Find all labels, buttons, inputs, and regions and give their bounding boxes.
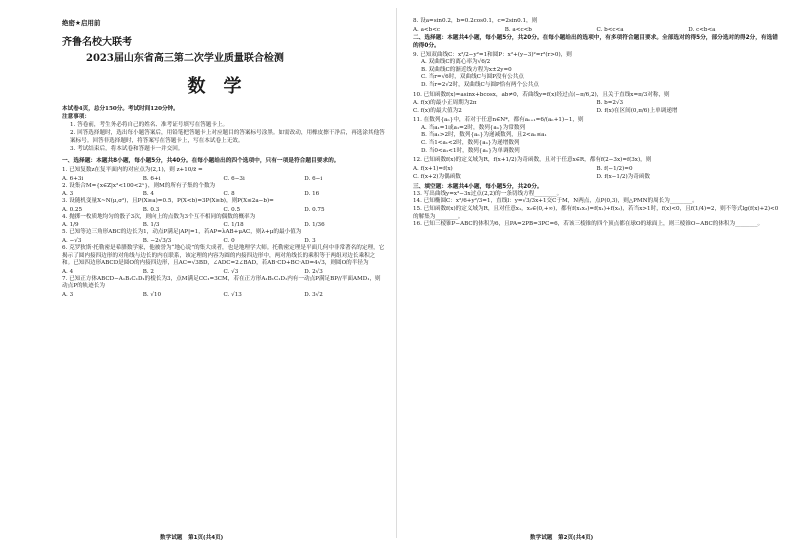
- notice-item: 3. 考试结束后，将本试卷和答题卡一并交回。: [70, 146, 184, 152]
- option: C. 0.5: [223, 206, 241, 213]
- subject-title: 数学: [187, 76, 260, 97]
- question: 7. 已知正方体ABCD−A₁B₁C₁D₁的棱长为3，点M满足CC₁=3CM，若在正方形A₁B₁C₁D₁内有一动点P满足BP//平面AMD₁，则动点P的轨迹长为: [62, 275, 381, 290]
- option: C. 8: [223, 191, 235, 198]
- option: C. 6−3i: [223, 175, 245, 182]
- option: C. √3: [223, 268, 239, 275]
- option: B. 2: [142, 268, 154, 275]
- options-row: [62, 190, 385, 198]
- question: 3. 设随机变量X~N(μ,σ²)，且P(X≥a)=0.5，P(X<b)=3P(X≥b)，则P(X≤2a−b)=: [62, 198, 274, 205]
- option: A. a<b<c: [413, 26, 441, 33]
- option: B. f(−1/2)=0: [596, 165, 633, 172]
- question: 9. 已知双曲线C：x²/2−y²=1和圆P：x²+(y−3)²=r²(r>0)，则: [413, 51, 572, 58]
- page-footer: 数学试题 第2页(共4页): [530, 535, 594, 541]
- exam-title: 2023届山东省高三第二次学业质量联合检测: [86, 53, 284, 64]
- option: A. 3: [62, 291, 74, 298]
- question: 4. 抛掷一枚质地均匀的骰子3次，则向上的点数为3个互不相同的偶数的概率为: [62, 213, 256, 220]
- notice-title: 注意事项：: [62, 114, 90, 120]
- option: C. f(x+2)为偶函数: [413, 173, 461, 180]
- page-footer: 数学试题 第1页(共4页): [160, 535, 224, 541]
- notice-item: 2. 回答选择题时，选出每小题答案后，用铅笔把答题卡上对应题目的答案标号涂黑。如需改动，用橡皮擦干净后，再选涂其他答案标号。回答非选择题时，将答案写在答题卡上，写在本试卷上无效。: [70, 130, 385, 144]
- option: D. 1/36: [304, 222, 325, 229]
- notice-item: 1. 答卷前，考生务必将自己的姓名、准考证号填写在答题卡上。: [70, 122, 229, 128]
- section-heading: 二、选择题：本题共4小题，每小题5分，共20分。在每小题给出的选项中，有多项符合题目要求。全部选对的得5分，部分选对的得2分，有选错的得0分。: [413, 34, 778, 49]
- question: 10. 已知函数f(x)=asinx+bcosx，ab≠0，若曲线y=f(x)经过点(−π/6,2)，且关于直线x=π/3对称，则: [413, 91, 670, 98]
- option: C. 当1<a₁<2时，数列{aₙ}为递增数列: [421, 139, 520, 146]
- option: A. 4: [62, 268, 74, 275]
- options-row: [62, 237, 385, 245]
- section-heading: 三、填空题：本题共4小题，每小题5分，共20分。: [413, 183, 543, 190]
- option: A. 1/9: [62, 222, 79, 229]
- option: A. 6+3i: [62, 175, 84, 182]
- question: 5. 已知等边三角形ABC的边长为1，动点P满足|AP|=1，若AP=λAB+μAC，则λ+μ的最小值为: [62, 229, 302, 236]
- question: 13. 写出曲线y=x³−3x过点(2,2)的一条切线方程________。: [413, 190, 563, 197]
- option: B. 6+i: [142, 175, 161, 182]
- option: C. 1/18: [223, 222, 244, 229]
- option: A. f(x)的最小正周期为2π: [413, 100, 477, 107]
- option: A. f(x+1)=f(x): [413, 165, 453, 172]
- option: A. 双曲线C的离心率为√6/2: [421, 59, 491, 66]
- question: 6. 克罗狄斯·托勒密是希腊数学家，他被誉为“地心说”的集大成者，也是地理学大师。托勒密定理是平面几何中非常著名的定理，它揭示了圆内接四边形的对角线与边长的内在联系，该定理的内容为圆的内接四边形中，两对角线长的乘积等于两组对边长乘积之和。已知四边形ABCD是圆O的内接四边形，且AC=√3BD，∠ADC=2∠BAD，若AB·CD+BC·AD=4√3，则圆O的半径为: [62, 244, 385, 267]
- option: D. f(x−1/2)为奇函数: [596, 173, 650, 180]
- question: 8. 设a=sin0.2，b=0.2cos0.1，c=2sin0.1，则: [413, 18, 538, 24]
- option: B. 双曲线C的渐近线方程为x±2y=0: [421, 66, 512, 73]
- options-row: [62, 291, 385, 299]
- exam-info: 本试卷4页，总分150分。考试时间120分钟。: [62, 106, 179, 112]
- page-2: [397, 0, 794, 547]
- option: C. 0: [223, 237, 235, 244]
- options-row: [62, 206, 385, 214]
- option: A. −√3: [62, 237, 82, 244]
- option: B. 4: [142, 191, 154, 198]
- option: D. 0.75: [304, 206, 325, 213]
- option: C. √13: [223, 291, 242, 298]
- section-heading: 一、选择题：本题共8小题，每小题5分，共40分。在每小题给出的四个选项中，只有一项是符合题目要求的。: [62, 158, 340, 164]
- option: D. c<b<a: [688, 26, 716, 33]
- option: B. 当a₁>2时，数列{aₙ}为递减数列，且2<aₙ≤a₁: [421, 132, 547, 139]
- question: 11. 在数列{aₙ}中，若对于任意n∈N*，都有aₙ₊₁=6/(aₙ+1)−1，则: [413, 117, 584, 124]
- options-row: [62, 268, 385, 276]
- option: D. 16: [304, 191, 320, 198]
- option: B. 0.3: [142, 206, 160, 213]
- option: A. 当a₁=1或a₁=2时，数列{aₙ}为常数列: [421, 124, 526, 131]
- option: D. f(x)在区间(0,π/6)上单调递增: [596, 108, 678, 115]
- question: 16. 已知三棱锥P−ABC的体积为6，且PA=2PB=3PC=6，若该三棱锥的四个顶点都在球O的球面上，则三棱锥O−ABC的体积为________。: [413, 221, 764, 228]
- question: 2. 设集合M={x∈Z|x²<100<2ˣ}，则M的所有子集的个数为: [62, 182, 216, 189]
- org-title: 齐鲁名校大联考: [62, 37, 132, 48]
- question: 12. 已知函数f(x)的定义域为R，f(x+1/2)为奇函数，且对于任意x∈R，都有f(2−3x)=f(3x)，则: [413, 157, 652, 164]
- option: B. −2√3/3: [142, 237, 172, 244]
- options-row: [62, 175, 385, 183]
- question: 15. 已知函数f(x)的定义域为R，且对任意x₁，x₂∈(0,+∞)，都有f(x₁x₂)=f(x₁)+f(x₂)，若当x>1时，f(x)<0，且f(1/4)=2，则不等式lg(f(x)+2)<0的解集为________。: [413, 205, 779, 220]
- option: D. 3: [304, 237, 316, 244]
- option: C. b<c<a: [596, 26, 624, 33]
- option: C. 当r=√6时，双曲线C与圆P没有公共点: [421, 74, 524, 81]
- option: B. 1/3: [142, 222, 160, 229]
- option: D. 6−i: [304, 175, 323, 182]
- option: C. f(x)的最大值为2: [413, 108, 462, 115]
- option: B. a<c<b: [504, 26, 532, 33]
- option: B. b=2√3: [596, 100, 624, 107]
- option: D. 当r=2√2时，双曲线C与圆P恰有两个公共点: [421, 81, 539, 88]
- question: 1. 已知复数z在复平面内的对应点为(2,1)，则 z+10/z̄ =: [62, 167, 203, 173]
- option: A. 3: [62, 191, 74, 198]
- question: 14. 已知椭圆C：x²/6+y²/3=1，直线l：y=√3/3x+1交C于M，N两点，点P(0,3)，则△PMN的周长为________。: [413, 198, 698, 205]
- option: A. 0.25: [62, 206, 83, 213]
- options-row: [413, 26, 780, 34]
- options-grid: [413, 165, 780, 181]
- options-grid: [413, 99, 780, 115]
- option: D. 当0<a₁<1时，数列{aₙ}为单调数列: [421, 147, 520, 154]
- option: B. √10: [142, 291, 162, 298]
- confidential-mark: 绝密★启用前: [62, 19, 101, 27]
- option: D. 2√3: [304, 268, 323, 275]
- option: D. 3√2: [304, 291, 323, 298]
